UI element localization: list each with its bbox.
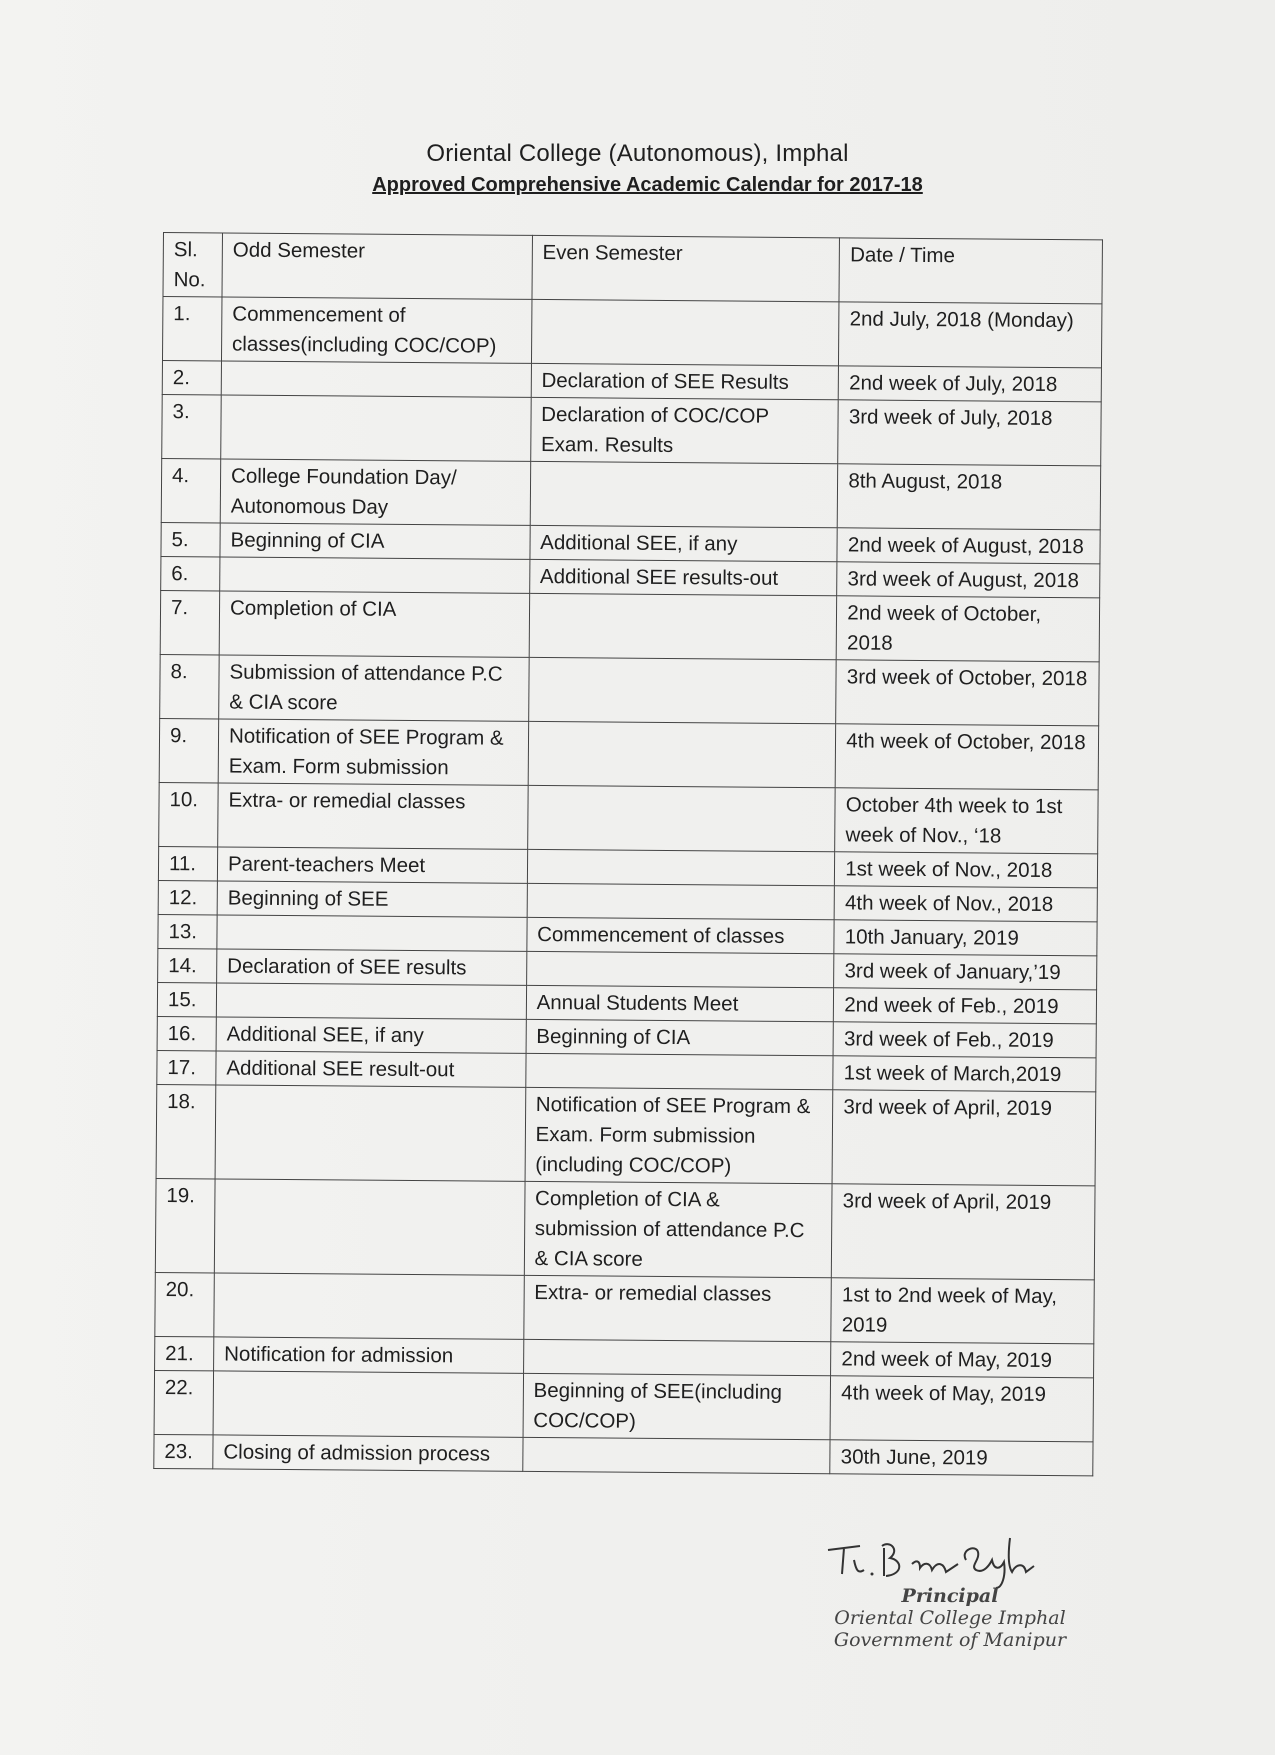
cell-even-semester: [530, 461, 838, 527]
cell-even-semester: [531, 299, 839, 365]
cell-date-time: 3rd week of Feb., 2019: [833, 1022, 1096, 1058]
cell-odd-semester: Beginning of SEE: [217, 881, 527, 917]
cell-even-semester: [526, 951, 834, 987]
cell-odd-semester: Notification of SEE Program & Exam. Form submission: [218, 719, 528, 785]
cell-odd-semester: Beginning of CIA: [220, 523, 530, 559]
cell-even-semester: Commencement of classes: [527, 917, 835, 953]
cell-date-time: 4th week of October, 2018: [835, 724, 1098, 790]
cell-date-time: 3rd week of January,’19: [834, 954, 1097, 990]
cell-odd-semester: Closing of admission process: [213, 1435, 523, 1471]
cell-odd-semester: Commencement of classes(including COC/COP): [221, 297, 531, 363]
cell-sl-no: 8.: [160, 654, 219, 718]
table-row: [159, 718, 1098, 789]
cell-date-time: 3rd week of April, 2019: [832, 1184, 1095, 1280]
cell-odd-semester: [220, 557, 530, 593]
cell-date-time: 10th January, 2019: [834, 920, 1097, 956]
cell-date-time: 3rd week of October, 2018: [836, 660, 1099, 726]
cell-sl-no: 13.: [158, 914, 217, 948]
cell-sl-no: 17.: [157, 1050, 216, 1084]
table-row: [155, 1178, 1095, 1279]
cell-even-semester: Notification of SEE Program & Exam. Form submission (including COC/COP): [525, 1087, 833, 1183]
cell-even-semester: Beginning of SEE(including COC/COP): [523, 1373, 831, 1439]
cell-sl-no: 16.: [157, 1016, 216, 1050]
cell-odd-semester: [221, 361, 531, 397]
table-row: [162, 297, 1101, 368]
cell-odd-semester: [214, 1179, 524, 1275]
table-row: [155, 1272, 1094, 1343]
cell-sl-no: 19.: [155, 1178, 215, 1272]
cell-even-semester: Additional SEE results-out: [529, 559, 837, 595]
table-row: [154, 1434, 1093, 1475]
cell-sl-no: 1.: [162, 297, 221, 361]
header-sl-no: Sl. No.: [163, 233, 222, 297]
cell-even-semester: [522, 1437, 830, 1473]
page-subtitle: Approved Comprehensive Academic Calendar for 2017-18: [372, 174, 923, 196]
cell-even-semester: Beginning of CIA: [526, 1019, 834, 1055]
cell-date-time: 2nd week of July, 2018: [839, 366, 1102, 402]
cell-sl-no: 2.: [162, 360, 221, 394]
cell-date-time: 30th June, 2019: [830, 1440, 1093, 1476]
cell-date-time: 3rd week of April, 2019: [832, 1090, 1095, 1186]
cell-date-time: 4th week of Nov., 2018: [834, 886, 1097, 922]
cell-even-semester: [527, 785, 835, 851]
cell-date-time: 3rd week of July, 2018: [838, 400, 1101, 466]
cell-even-semester: [528, 657, 836, 723]
cell-date-time: 1st week of March,2019: [833, 1056, 1096, 1092]
cell-even-semester: [528, 721, 836, 787]
cell-sl-no: 12.: [158, 880, 217, 914]
header-odd-semester: Odd Semester: [222, 233, 532, 299]
cell-odd-semester: [221, 395, 531, 461]
signature-block: [700, 1528, 1200, 1651]
cell-date-time: 3rd week of August, 2018: [837, 562, 1100, 598]
cell-sl-no: 4.: [161, 458, 220, 522]
cell-even-semester: Annual Students Meet: [526, 985, 834, 1021]
table-row: [154, 1370, 1093, 1441]
cell-sl-no: 18.: [156, 1084, 216, 1178]
cell-odd-semester: Submission of attendance P.C & CIA score: [219, 655, 529, 721]
signatory-institution: Oriental College Imphal: [834, 1607, 1066, 1629]
cell-odd-semester: Completion of CIA: [219, 591, 529, 657]
cell-date-time: 2nd week of May, 2019: [831, 1342, 1094, 1378]
signatory-government: Government of Manipur: [833, 1629, 1067, 1651]
header-even-semester: Even Semester: [532, 235, 840, 301]
cell-sl-no: 21.: [155, 1336, 214, 1370]
cell-even-semester: [523, 1339, 831, 1375]
cell-even-semester: Declaration of SEE Results: [531, 363, 839, 399]
cell-sl-no: 23.: [154, 1434, 213, 1468]
cell-odd-semester: Extra- or remedial classes: [218, 783, 528, 849]
cell-even-semester: Extra- or remedial classes: [523, 1275, 831, 1341]
cell-sl-no: 5.: [161, 522, 220, 556]
table-header-row: [163, 233, 1102, 304]
cell-even-semester: [527, 849, 835, 885]
cell-date-time: 8th August, 2018: [838, 464, 1101, 530]
cell-sl-no: 20.: [155, 1272, 214, 1336]
cell-odd-semester: [213, 1371, 523, 1437]
table-row: [159, 782, 1098, 853]
table-row: [160, 590, 1099, 661]
cell-odd-semester: Parent-teachers Meet: [217, 847, 527, 883]
cell-sl-no: 7.: [160, 590, 219, 654]
cell-odd-semester: Additional SEE, if any: [216, 1017, 526, 1053]
page-title: Oriental College (Autonomous), Imphal: [426, 140, 849, 167]
signatory-designation: Principal: [901, 1585, 999, 1607]
cell-date-time: 1st week of Nov., 2018: [835, 852, 1098, 888]
cell-even-semester: Additional SEE, if any: [530, 525, 838, 561]
cell-even-semester: [527, 883, 835, 919]
cell-date-time: 2nd July, 2018 (Monday): [839, 302, 1102, 368]
cell-date-time: October 4th week to 1st week of Nov., ‘18: [835, 788, 1098, 854]
cell-date-time: 2nd week of Feb., 2019: [834, 988, 1097, 1024]
table-row: [161, 458, 1100, 529]
cell-even-semester: [525, 1053, 833, 1089]
table-row: [160, 654, 1099, 725]
cell-sl-no: 9.: [159, 718, 218, 782]
cell-odd-semester: Declaration of SEE results: [217, 949, 527, 985]
cell-odd-semester: College Foundation Day/ Autonomous Day: [220, 459, 530, 525]
table-row: [156, 1084, 1096, 1185]
cell-date-time: 4th week of May, 2019: [830, 1376, 1093, 1442]
cell-odd-semester: [214, 1273, 524, 1339]
cell-sl-no: 3.: [162, 394, 221, 458]
cell-sl-no: 14.: [158, 948, 217, 982]
cell-odd-semester: [215, 1085, 525, 1181]
header-date-time: Date / Time: [839, 238, 1102, 304]
cell-odd-semester: [217, 915, 527, 951]
cell-date-time: 1st to 2nd week of May, 2019: [831, 1278, 1094, 1344]
table-row: [162, 394, 1101, 465]
cell-sl-no: 6.: [161, 556, 220, 590]
cell-even-semester: [529, 593, 837, 659]
cell-even-semester: Declaration of COC/COP Exam. Results: [530, 397, 838, 463]
cell-sl-no: 10.: [159, 782, 218, 846]
cell-sl-no: 22.: [154, 1370, 213, 1434]
cell-odd-semester: Notification for admission: [214, 1337, 524, 1373]
cell-sl-no: 15.: [157, 982, 216, 1016]
cell-date-time: 2nd week of October, 2018: [836, 596, 1099, 662]
calendar-table: [153, 232, 1103, 1476]
cell-odd-semester: Additional SEE result-out: [216, 1051, 526, 1087]
cell-even-semester: Completion of CIA & submission of attendance P.C & CIA score: [524, 1181, 832, 1277]
cell-date-time: 2nd week of August, 2018: [837, 528, 1100, 564]
cell-sl-no: 11.: [158, 846, 217, 880]
cell-odd-semester: [216, 983, 526, 1019]
